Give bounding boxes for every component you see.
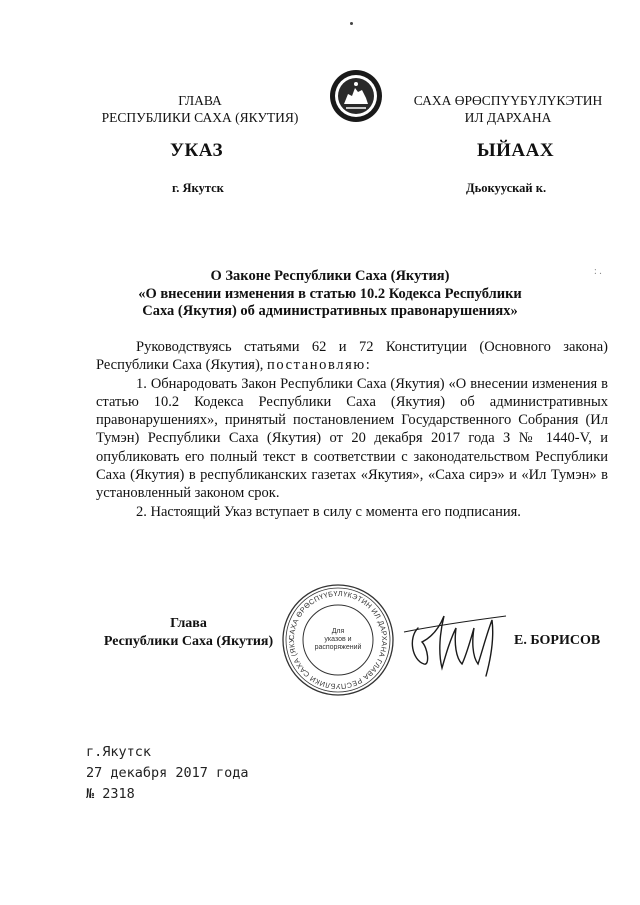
seal-center-line-1: Для	[331, 628, 345, 635]
header-left	[90, 92, 310, 126]
header-right	[408, 92, 608, 126]
scan-mark: : .	[594, 266, 602, 277]
preamble-text: Руководствуясь статьями 62 и 72 Конституции (Основного закона) Республики Саха (Якутия),	[96, 339, 608, 374]
signatory-name: Е. БОРИСОВ	[514, 633, 601, 648]
preamble-action: постановляю:	[267, 357, 372, 374]
footer-date: 27 декабря 2017 года	[86, 765, 249, 781]
header-left-line-2: РЕСПУБЛИКИ САХА (ЯКУТИЯ)	[101, 110, 299, 125]
title-line-3: Саха (Якутия) об административных правонарушениях»	[142, 303, 518, 319]
item-2-paragraph: 2. Настоящий Указ вступает в силу с момента его подписания.	[136, 503, 521, 520]
header-right-line-1: САХА ӨРӨСПҮҮБҮЛҮКЭТИН	[413, 93, 603, 108]
doc-type-ru: УКАЗ	[170, 140, 223, 161]
title-line-2: «О внесении изменения в статью 10.2 Кодекса Республики	[138, 285, 522, 302]
header-right-line-2: ИЛ ДАРХАНА	[464, 110, 552, 125]
seal-center-line-2: указов и	[324, 636, 352, 643]
document-footer	[86, 742, 249, 805]
signatory-title-line-1: Глава	[170, 616, 207, 631]
coat-of-arms-icon	[328, 68, 384, 124]
signatory-title	[96, 615, 281, 651]
footer-city: г.Якутск	[86, 744, 152, 760]
city-ru: г. Якутск	[172, 181, 224, 195]
preamble-paragraph	[96, 338, 608, 375]
seal-center-line-3: распоряжений	[314, 644, 362, 651]
footer-number: № 2318	[86, 786, 135, 802]
seal-ring-text: САХА ӨРӨСПҮҮБҮЛҮКЭТИН ИЛ ДАРХАНА ГЛАВА РЕСПУБЛИКИ САХА (ЯКУ	[286, 588, 390, 692]
handwritten-signature	[400, 598, 510, 678]
official-seal-icon	[280, 582, 396, 698]
document-body	[96, 338, 608, 521]
signatory-title-line-2: Республики Саха (Якутия)	[103, 634, 274, 649]
header-left-line-1: ГЛАВА	[178, 93, 222, 108]
city-sakha: Дьокуускай к.	[466, 181, 547, 195]
document-title	[90, 268, 570, 321]
doc-type-sakha: ЫЙААХ	[477, 140, 555, 161]
scan-speck	[350, 22, 353, 25]
title-line-1: О Законе Республики Саха (Якутия)	[210, 268, 450, 284]
item-1-paragraph: 1. Обнародовать Закон Республики Саха (Якутия) «О внесении изменения в статью 10.2 Кодекса Республики Саха (Якутия) об административных правонарушениях», принятый постановлением Государственного Собрания (Ил Тумэн) Республики Саха (Якутия) от 20 декабря 2017 года З № 1440-V, и опубликовать его полный текст в соответствии с законодательством Республики Саха (Якутия) в республиканских газетах «Якутия», «Саха сирэ» и «Ил Тумэн» в установленный законом срок.	[96, 375, 608, 502]
